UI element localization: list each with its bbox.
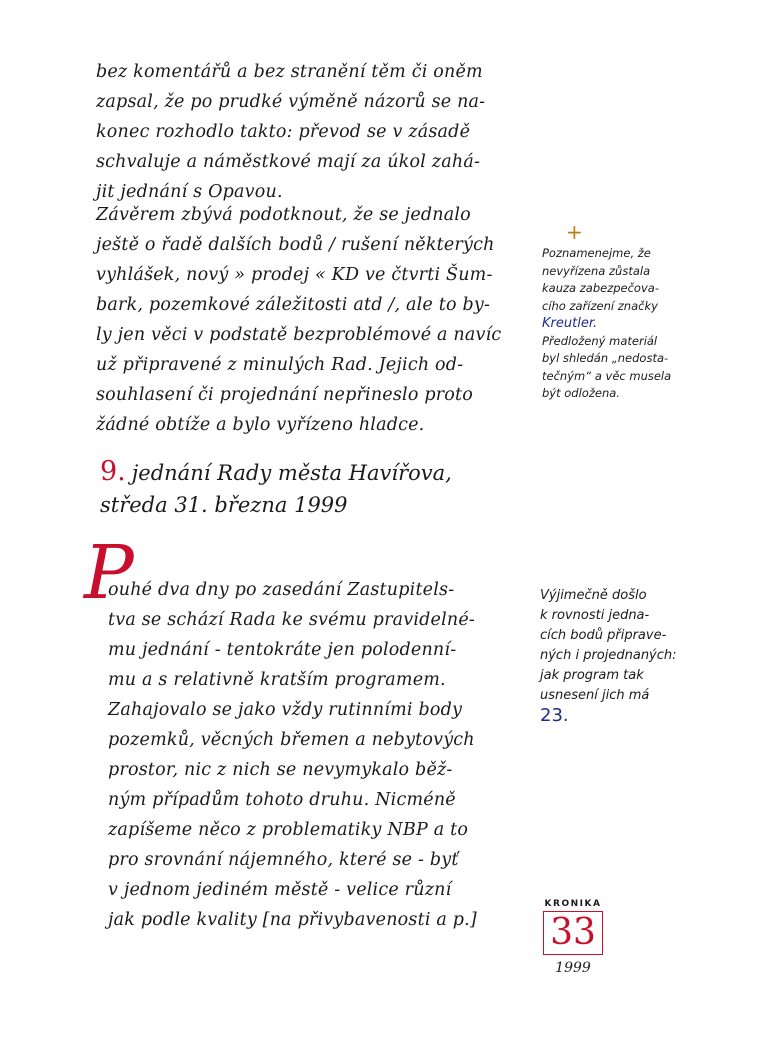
session-number: 9. <box>100 456 126 487</box>
text-line: zapsal, že po prudké výměně názorů se na- <box>96 92 486 112</box>
text-line: bark, pozemkové záležitosti atd /, ale to by- <box>96 295 491 315</box>
note-line: k rovnosti jedna- <box>540 608 650 623</box>
note-highlight: 23. <box>540 705 569 726</box>
text-line: schvaluje a náměstkové mají za úkol zahá- <box>96 152 481 172</box>
text-line: Závěrem zbývá podotknout, že se jednalo <box>96 205 471 225</box>
text-line: prostor, nic z nich se nevymykalo běž- <box>108 760 453 780</box>
note-line: byl shledán „nedosta- <box>542 351 669 365</box>
note-line: cího zařízení značky <box>542 298 658 313</box>
text-line: mu a s relativně kratším programem. <box>108 670 446 690</box>
chronicle-year: 1999 <box>555 960 591 976</box>
note-line: Výjimečně došlo <box>540 588 647 603</box>
page-number: 33 <box>543 911 603 955</box>
text-line: bez komentářů a bez stranění těm či oněm <box>96 62 483 82</box>
side-note-1 <box>542 245 671 403</box>
text-line: mu jednání - tentokráte jen polodenní- <box>108 640 457 660</box>
text-line: v jednom jediném městě - velice různí <box>108 880 452 900</box>
session-title: jednání Rady města Havířova, <box>131 461 452 485</box>
note-line: Poznamenejme, že <box>542 246 651 260</box>
text-line: zapíšeme něco z problematiky NBP a to <box>108 820 469 840</box>
note-line: nevyřízena zůstala <box>542 263 651 278</box>
text-line: pro srovnání nájemného, které se - byť <box>108 850 459 870</box>
text-line: ouhé dva dny po zasedání Zastupitels- <box>108 580 455 600</box>
text-line: už připravené z minulých Rad. Jejich od- <box>96 355 464 375</box>
kronika-label: KRONIKA <box>544 899 602 909</box>
text-line: vyhlášek, nový » prodej « KD ve čtvrti Šum- <box>96 265 493 285</box>
drop-cap: P <box>84 530 134 616</box>
note-line: kauza zabezpečova- <box>542 281 659 295</box>
text-line: žádné obtíže a bylo vyřízeno hladce. <box>96 415 425 435</box>
text-line: ným případům tohoto druhu. Nicméně <box>108 790 456 810</box>
session-date: středa 31. března 1999 <box>100 493 348 517</box>
kronika-stamp <box>536 899 610 977</box>
note-line: ných i projednaných: <box>540 648 677 663</box>
note-highlight: Kreutler. <box>542 316 598 331</box>
note-marker-icon: + <box>566 220 583 244</box>
text-line: tva se schází Rada ke svému pravidelné- <box>108 610 476 630</box>
text-line: souhlasení či projednání nepřineslo proto <box>96 385 474 405</box>
session-heading <box>100 456 540 521</box>
text-line: jit jednání s Opavou. <box>96 182 283 202</box>
note-line: jak program tak <box>540 668 644 683</box>
note-line: být odložena. <box>542 386 620 400</box>
paragraph-2 <box>96 200 536 440</box>
text-line: Zahajovalo se jako vždy rutinními body <box>108 700 463 720</box>
note-line: cích bodů připrave- <box>540 628 667 643</box>
text-line: pozemků, věcných břemen a nebytových <box>108 730 475 750</box>
side-note-2 <box>540 586 677 726</box>
text-line: ly jen věci v podstatě bezproblémové a navíc <box>96 325 502 345</box>
paragraph-1 <box>96 57 536 207</box>
text-line: ještě o řadě dalších bodů / rušení některých <box>96 235 495 255</box>
note-line: Předložený materiál <box>542 333 658 348</box>
text-line: jak podle kvality [na přivybavenosti a p.] <box>108 910 477 930</box>
note-line: usnesení jich má <box>540 688 650 703</box>
text-line: konec rozhodlo takto: převod se v zásadě <box>96 122 471 142</box>
note-line: tečným“ a věc musela <box>542 368 672 383</box>
paragraph-3 <box>108 575 548 935</box>
